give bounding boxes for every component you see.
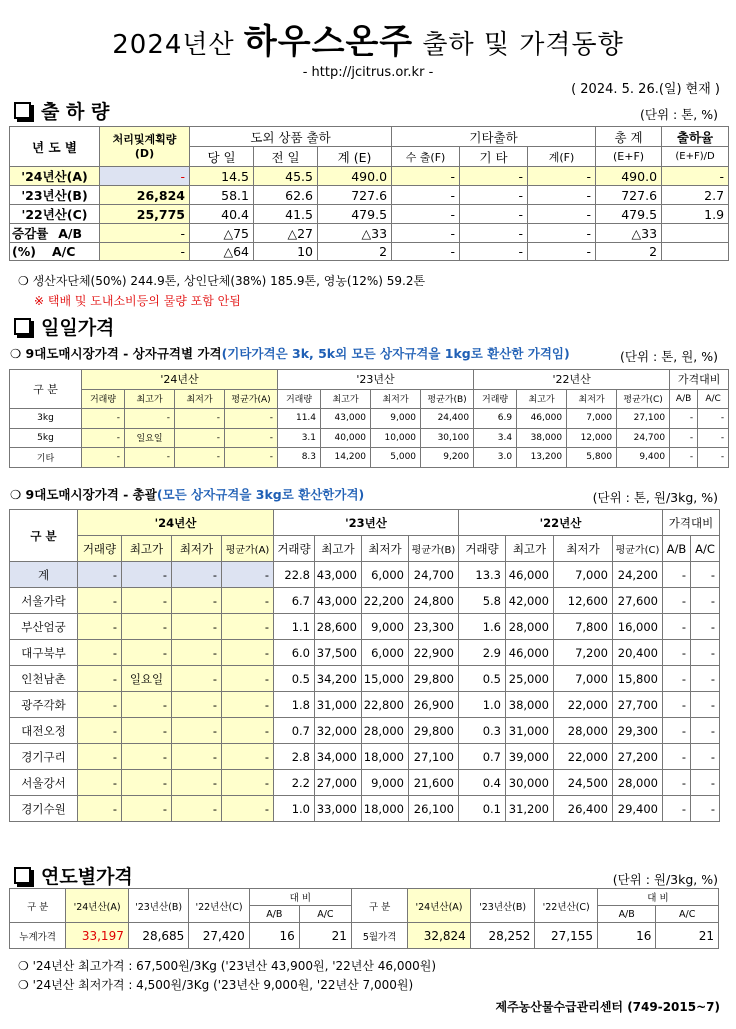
- table-row: 계 - - - - 22.8 43,000 6,000 24,700 13.3 46,000 7,000 24,200 - -: [10, 562, 720, 588]
- daily-sub1-unit: (단위 : 톤, 원, %): [620, 349, 718, 364]
- col-total: 계 (E): [318, 147, 392, 167]
- market-summary-rows: [10, 562, 720, 822]
- col-domestic: 도외 상품 출하: [190, 127, 392, 147]
- col-year: 년 도 별: [10, 127, 100, 167]
- table-row: 부산엄궁 - - - - 1.1 28,600 9,000 23,300 1.6 28,000 7,800 16,000 - -: [10, 614, 720, 640]
- table-row: 경기수원 - - - - 1.0 33,000 18,000 26,100 0.1 31,200 26,400 29,400 - -: [10, 796, 720, 822]
- table-row: '24년산(A) - 14.5 45.5 490.0 - - - 490.0 -: [10, 167, 729, 186]
- yearly-unit: (단위 : 원/3kg, %): [612, 872, 718, 887]
- table-row: 광주각화 - - - - 1.8 31,000 22,800 26,900 1.0 38,000 22,000 27,700 - -: [10, 692, 720, 718]
- table-row: 기타 - - - - 8.3 14,200 5,000 9,200 3.0 13,200 5,800 9,400 - -: [10, 448, 729, 468]
- col-ratio: 출하율: [662, 127, 729, 147]
- shipment-note-1: ❍ 생산자단체(50%) 244.9톤, 상인단체(38%) 185.9톤, 영농(12%) 59.2톤: [18, 274, 426, 288]
- report-date: ( 2024. 5. 26.(일) 현재 ): [571, 82, 720, 97]
- table-row: '22년산(C) 25,775 40.4 41.5 479.5 - - - 479.5 1.9: [10, 205, 729, 224]
- checkbox-square-icon: [14, 318, 31, 335]
- yearly-note-1: ❍ '24년산 최고가격 : 67,500원/3Kg ('23년산 43,900원, '22년산 46,000원): [18, 959, 437, 973]
- col-prev-day: 전 일: [254, 147, 318, 167]
- table-row: 대구북부 - - - - 6.0 37,500 6,000 22,900 2.9 46,000 7,200 20,400 - -: [10, 640, 720, 666]
- table-row: 대전오정 - - - - 0.7 32,000 28,000 29,800 0.3 31,000 28,000 29,300 - -: [10, 718, 720, 744]
- table-row: '23년산(B) 26,824 58.1 62.6 727.6 - - - 727.6 2.7: [10, 186, 729, 205]
- col-other: 기타출하: [392, 127, 596, 147]
- table-row: 누계가격 33,197 28,685 27,420 16 21 5월가격 32,824 28,252 27,155 16 21: [10, 923, 719, 949]
- yearly-section-title: 연도별가격: [14, 862, 133, 889]
- checkbox-square-icon: [14, 867, 31, 884]
- table-row: 인천남촌 - 일요일 - - 0.5 34,200 15,000 29,800 0.5 25,000 7,000 15,800 - -: [10, 666, 720, 692]
- table-row: 서울강서 - - - - 2.2 27,000 9,000 21,600 0.4 30,000 24,500 28,000 - -: [10, 770, 720, 796]
- market-summary-table: 구 분 '24년산 '23년산 '22년산 가격대비 거래량 최고가 최저가 평균가(A) 거래량 최고가 최저가 평균가(B) 거래량 최고가 최저가 평균가(C) A/B A/C 계 - - - - 22.8 43,000 6,000 24,700 13.3 46,000 7,000 24,200 - - 서울가락 - - - - 6.7 43,000 22,200 24,800 5.8 42,000 12,600 27,600 - - 부산엄궁 - - - - 1.1 28,600 9,000 23,300 1.6 28,000 7,800 16,000 - - 대구북부 - - - - 6.0 37,500 6,000 22,900 2.9 46,000 7,200 20,400 - - 인천남촌 - 일요일 - - 0.5 34,200 15,000 29,800 0.5 25,000 7,000 15,800 - - 광주각화 - - - - 1.8 31,000 22,800 26,900 1.0 38,000 22,000 27,700 - - 대전오정 - - - - 0.7 32,000 28,000 29,800 0.3 31,000 28,000 29,300 - - 경기구리 - - - - 2.8 34,000 18,000 27,100 0.7 39,000 22,000 27,200 - - 서울강서 - - - - 2.2 27,000 9,000 21,600 0.4 30,000 24,500 28,000 - - 경기수원 - - - - 1.0 33,000 18,000 26,100 0.1 31,200 26,400 29,400 - -: [9, 509, 720, 822]
- daily-section-title: 일일가격: [14, 313, 114, 340]
- table-row: 3kg - - - - 11.4 43,000 9,000 24,400 6.9 46,000 7,000 27,100 - -: [10, 409, 729, 429]
- col-processed: 처리및계획량 (D): [100, 127, 190, 167]
- shipment-unit: (단위 : 톤, %): [640, 107, 718, 122]
- box-size-price-rows: [10, 409, 729, 468]
- shipment-note-2: ※ 택배 및 도내소비등의 물량 포함 안됨: [34, 294, 241, 308]
- page-title: 2024년산 하우스온주 출하 및 가격동향: [112, 22, 624, 62]
- col-grand-total-sub: (E+F): [596, 147, 662, 167]
- col-other-total: 계(F): [528, 147, 596, 167]
- table-row: 서울가락 - - - - 6.7 43,000 22,200 24,800 5.8 42,000 12,600 27,600 - -: [10, 588, 720, 614]
- box-size-price-table: 구 분 '24년산 '23년산 '22년산 가격대비 거래량 최고가 최저가 평균가(A) 거래량 최고가 최저가 평균가(B) 거래량 최고가 최저가 평균가(C) A/B A/C 3kg - - - - 11.4 43,000 9,000 24,400 6.9 46,000 7,000 27,100 - - 5kg - 일요일 - - 3.1 40,000 10,000 30,100 3.4 38,000 12,000 24,700 - - 기타 - - - - 8.3 14,200 5,000 9,200 3.0 13,200 5,800 9,400 - -: [9, 369, 729, 468]
- col-etc: 기 타: [460, 147, 528, 167]
- daily-sub2-unit: (단위 : 톤, 원/3kg, %): [592, 490, 718, 505]
- col-export: 수 출(F): [392, 147, 460, 167]
- table-row: 경기구리 - - - - 2.8 34,000 18,000 27,100 0.7 39,000 22,000 27,200 - -: [10, 744, 720, 770]
- col-today: 당 일: [190, 147, 254, 167]
- yearly-note-2: ❍ '24년산 최저가격 : 4,500원/3Kg ('23년산 9,000원, '22년산 7,000원): [18, 978, 414, 992]
- site-url[interactable]: - http://jcitrus.or.kr -: [302, 65, 434, 80]
- col-grand-total: 총 계: [596, 127, 662, 147]
- shipment-section-title: 출 하 량: [14, 97, 109, 124]
- shipment-table: [9, 126, 729, 261]
- table-row: (%) A/C - △64 10 2 - - - 2: [10, 243, 729, 261]
- daily-sub2-title: ❍ 9대도매시장가격 - 총괄(모든 상자규격을 3kg로 환산한가격): [10, 487, 365, 502]
- table-row: 증감률 A/B - △75 △27 △33 - - - △33: [10, 224, 729, 243]
- page-header: [0, 14, 736, 80]
- table-row: 5kg - 일요일 - - 3.1 40,000 10,000 30,100 3.4 38,000 12,000 24,700 - -: [10, 428, 729, 448]
- footer: 제주농산물수급관리센터 (749-2015~7): [495, 1000, 720, 1014]
- checkbox-square-icon: [14, 102, 31, 119]
- yearly-price-table: 구 분 '24년산(A) '23년산(B) '22년산(C) 대 비 구 분 '24년산(A) '23년산(B) '22년산(C) 대 비 A/B A/C A/B A/C 누계가격 33,197 28,685 27,420 16 21 5월가격 32,824 28,252 27,155 16 21: [9, 888, 719, 949]
- daily-sub1-title: ❍ 9대도매시장가격 - 상자규격별 가격(기타가격은 3k, 5k외 모든 상자규격을 1kg로 환산한 가격임): [10, 346, 570, 361]
- col-ratio-sub: (E+F)/D: [662, 147, 729, 167]
